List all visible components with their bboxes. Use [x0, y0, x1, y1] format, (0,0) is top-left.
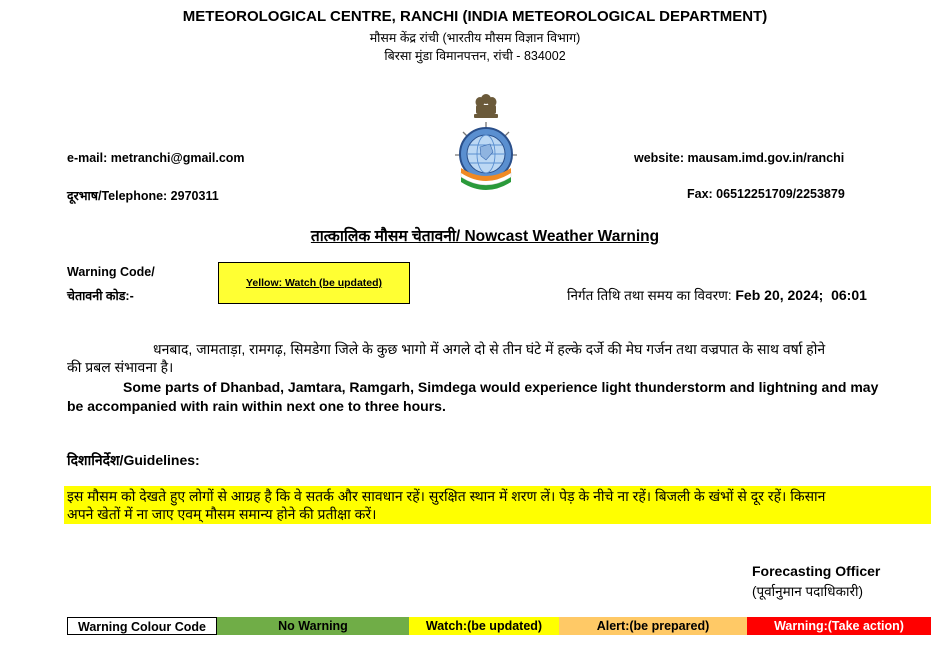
message-english-line2: be accompanied with rain within next one to three hours.	[67, 398, 446, 414]
org-name-hindi: मौसम केंद्र रांची (भारतीय मौसम विज्ञान विभाग)	[369, 31, 581, 45]
website-text: website: mausam.imd.gov.in/ranchi	[634, 151, 845, 165]
message-english-line1: Some parts of Dhanbad, Jamtara, Ramgarh, Simdega would experience light thunderstorm and lightning and may	[123, 379, 879, 395]
imd-emblem-icon	[455, 92, 517, 194]
email-text: e-mail: metranchi@gmail.com	[67, 151, 245, 165]
org-address: बिरसा मुंडा विमानपत्तन, रांची - 834002	[384, 49, 566, 63]
issue-datetime-label: निर्गत तिथि तथा समय का विवरण:	[567, 288, 732, 303]
message-hindi-line1: धनबाद, जामताड़ा, रामगढ़, सिमडेगा जिले के कुछ भागो में अगले दो से तीन घंटे में हल्के दर्जे की मेघ गर्जन तथा वज्रपात के साथ वर्षा होने	[153, 341, 826, 357]
warning-code-badge: Yellow: Watch (be updated)	[218, 262, 410, 304]
guidelines-text	[67, 488, 929, 523]
guidelines-line1: इस मौसम को देखते हुए लोगों से आग्रह है कि वे सतर्क और सावधान रहें। सुरक्षित स्थान में शरण लें। पेड़ के नीचे ना रहें। बिजली के खंभों से दूर रहें। किसान	[67, 488, 826, 504]
warning-colour-legend	[67, 617, 931, 635]
officer-title-hi: (पूर्वानुमान पदाधिकारी)	[752, 584, 863, 599]
legend-alert: Alert:(be prepared)	[559, 617, 747, 635]
warning-code-label-en: Warning Code/	[67, 265, 155, 279]
telephone-text: दूरभाष/Telephone: 2970311	[67, 189, 219, 203]
guidelines-line2: अपने खेतों में ना जाए एवम् मौसम समान्य होने की प्रतीक्षा करें।	[67, 505, 377, 522]
legend-warning: Warning:(Take action)	[747, 617, 931, 635]
issue-datetime	[567, 286, 867, 304]
fax-text: Fax: 06512251709/2253879	[687, 187, 845, 201]
officer-title-en: Forecasting Officer	[752, 563, 881, 579]
warning-code-label-hi: चेतावनी कोड:-	[67, 289, 134, 303]
issue-datetime-value: Feb 20, 2024; 06:01	[735, 287, 867, 303]
page-title: तात्कालिक मौसम चेतावनी/ Nowcast Weather Warning	[310, 228, 660, 245]
legend-no-warning: No Warning	[217, 617, 409, 635]
guidelines-label: दिशानिर्देश/Guidelines:	[67, 452, 200, 468]
legend-label: Warning Colour Code	[67, 617, 217, 635]
org-name-english: METEOROLOGICAL CENTRE, RANCHI (INDIA METEOROLOGICAL DEPARTMENT)	[182, 8, 768, 25]
message-hindi-line2: की प्रबल संभावना है।	[67, 359, 174, 375]
legend-watch: Watch:(be updated)	[409, 617, 559, 635]
